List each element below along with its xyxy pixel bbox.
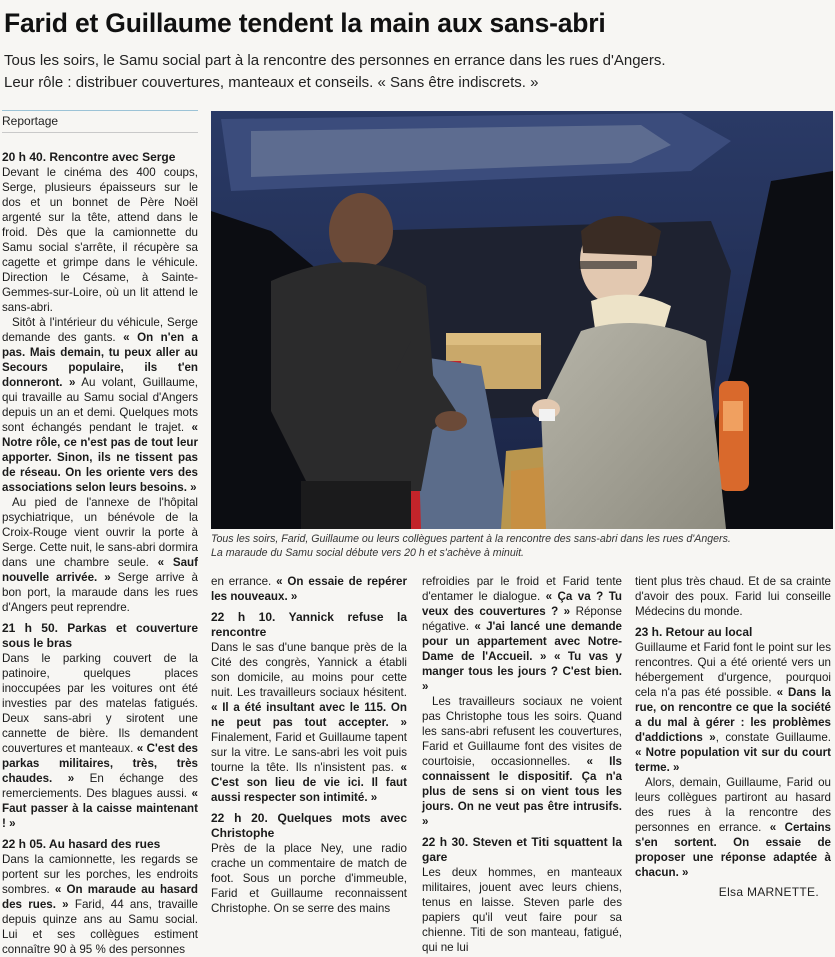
section-heading: 22 h 30. Steven et Titi squattent la gare <box>422 835 622 864</box>
section-heading: 22 h 05. Au hasard des rues <box>2 837 161 851</box>
section-heading: 20 h 40. Rencontre avec Serge <box>2 150 176 164</box>
paragraph: Devant le cinéma des 400 coups, Serge, plusieurs épaisseurs sur le dos et un bonnet de Père Noël argenté sur la tête, attend dans le froid. Dès que la camionnette du Samu social s'arrête, il récupère sa cagette et grimpe dans le véhicule. Direction le Césame, à Sainte-Gemmes-sur-Loire, où un lit attend le sans-abri. <box>2 166 198 314</box>
section-heading: 21 h 50. Parkas et couverture sous le bras <box>2 621 198 650</box>
headline: Farid et Guillaume tendent la main aux sans-abri <box>4 8 606 38</box>
paragraph: Sitôt à l'intérieur du véhicule, Serge demande des gants. « On n'en a pas. Mais demain, tu peux aller au Secours populaire, ils t'en donneront. » Au volant, Guillaume, qui travaille au Samu social d'Angers depuis un an et demi. Quelques mots sont échangés pendant le trajet. « Notre rôle, ce n'est pas de tout leur apporter. Sinon, ils ne tissent pas de réseau. On les oriente vers des associations selon leurs besoins. » <box>2 316 199 494</box>
section-heading: 22 h 10. Yannick refuse la rencontre <box>211 610 407 639</box>
rule <box>2 132 198 133</box>
paragraph: Les travailleurs sociaux ne voient pas Christophe tous les soirs. Quand les sans-abri refusent les couvertures, Farid et Guillaume font des visites de courtoisie, occasionnelles. « Ils connaissent le dispositif. Ça n'a plus de sens si on vient tous les jours. On ne veut pas être intrusifs. » <box>422 695 623 828</box>
paragraph: Dans le parking couvert de la patinoire, quelques places inoccupées par les voitures ont été investies par des matelas fatigués. Deux sans-abri y sirotent une cannette de bière. Ils demandent couvertures et manteaux. « C'est des parkas militaires, très, très chaudes. » En échange des remerciements. Des blagues aussi. « Faut passer à la caisse maintenant ! » <box>2 652 198 830</box>
article-photo <box>211 111 833 529</box>
paragraph: Au pied de l'annexe de l'hôpital psychiatrique, un bénévole de la Croix-Rouge vient ouvrir la porte à Serge. Cette nuit, le sans-abri dormira dans une chambre seule. « Sauf nouvelle arrivée. » Serge arrive à bon port, la maraude dans les rues d'Angers peut reprendre. <box>2 496 198 614</box>
photo-illustration <box>211 111 833 529</box>
paragraph: tient plus très chaud. Et de sa crainte d'avoir des poux. Farid lui conseille Médecins du monde. <box>635 575 831 618</box>
paragraph: Guillaume et Farid font le point sur les rencontres. Qui a été orienté vers un hébergement d'urgence, pourquoi cela n'a pas été possible. « Dans la rue, on rencontre ce que la société a du mal à gérer : les problèmes d'addictions », constate Guillaume. « Notre population vit sur du court terme. » <box>635 641 831 774</box>
photo-caption <box>211 532 833 560</box>
standfirst-line: Tous les soirs, le Samu social part à la rencontre des personnes en errance dans les rues d'Angers. <box>4 52 666 69</box>
column-4 <box>635 574 831 880</box>
caption-line: La maraude du Samu social débute vers 20 h et s'achève à minuit. <box>211 547 524 559</box>
paragraph: Les deux hommes, en manteaux militaires, jouent avec leurs chiens, tenus en laisse. Steven parle des papiers qu'il veut faire pour sa chienne. Titi de son manteau, fatigué, qui ne lui <box>422 866 622 954</box>
paragraph: Dans le sas d'une banque près de la Cité des congrès, Yannick a établi son domicile, au moins pour cette nuit. Les travailleurs sociaux hésitent. « Il a été insultant avec le 115. On ne peut pas tout accepter. » Finalement, Farid et Guillaume tapent sur la vitre. Le sans-abri les voit puis tourne la tête. Ils n'insistent pas. « C'est son lieu de vie ici. Il faut aussi respecter son intimité. » <box>211 641 407 804</box>
byline: Elsa MARNETTE. <box>718 885 819 899</box>
section-heading: 22 h 20. Quelques mots avec Christophe <box>211 811 407 840</box>
paragraph: Dans la camionnette, les regards se portent sur les porches, les endroits sombres. « On maraude au hasard des rues. » Farid, 44 ans, travaille depuis quinze ans au Samu social. Lui et ses collègues estiment connaître 90 à 95 % des personnes <box>2 853 198 956</box>
caption-line: Tous les soirs, Farid, Guillaume ou leurs collègues partent à la rencontre des sans-abri dans les rues d'Angers. <box>211 533 731 545</box>
column-1 <box>2 150 198 957</box>
column-3 <box>422 574 622 955</box>
paragraph: refroidies par le froid et Farid tente d'entamer le dialogue. « Ça va ? Tu veux des couvertures ? » Réponse négative. « J'ai lancé une demande pour un appartement avec Notre-Dame de l'Accueil. » « Tu vas y manger tous les jours ? C'est bien. » <box>422 575 622 693</box>
paragraph: Près de la place Ney, une radio crache un commentaire de match de foot. Sous un porche d'immeuble, Farid et Guillaume reconnaissent Christophe. On se serre des mains <box>211 842 407 915</box>
column-2 <box>211 574 407 916</box>
section-kicker: Reportage <box>2 114 59 128</box>
rule <box>2 110 198 111</box>
paragraph: Alors, demain, Guillaume, Farid ou leurs collègues partiront au hasard des rues à la rencontre des personnes en errance. « Certains s'en sortent. On essaie de proposer une réponse adaptée à chacun. » <box>635 776 832 879</box>
standfirst-line: Leur rôle : distribuer couvertures, manteaux et conseils. « Sans être indiscrets. » <box>4 74 539 91</box>
section-heading: 23 h. Retour au local <box>635 625 753 639</box>
paragraph: en errance. « On essaie de repérer les nouveaux. » <box>211 575 407 603</box>
standfirst <box>4 50 832 94</box>
